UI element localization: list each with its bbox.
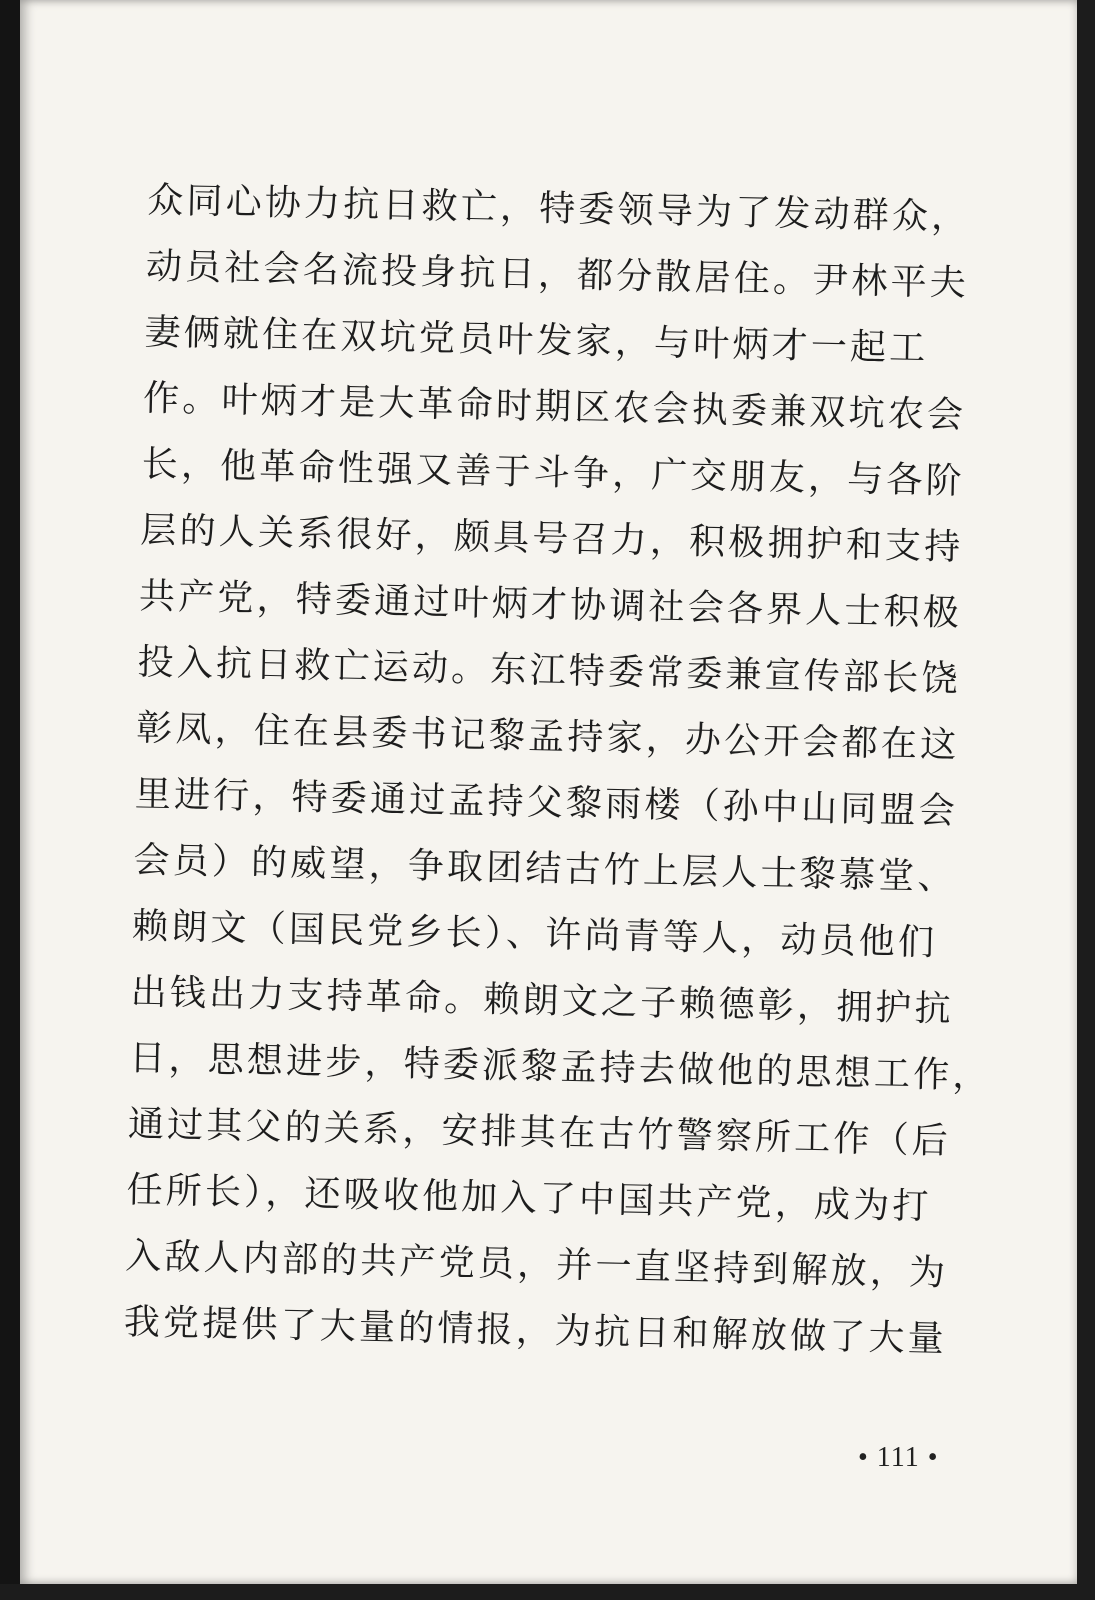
text-line: 通过其父的关系，安排其在古竹警察所工作（后 xyxy=(127,1103,952,1163)
text-line: 我党提供了大量的情报，为抗日和解放做了大量 xyxy=(123,1301,948,1360)
text-line: 日，思想进步，特委派黎孟持去做他的思想工作， xyxy=(128,1037,992,1097)
scan-border-right xyxy=(1077,0,1095,1600)
body-text xyxy=(123,168,1008,1374)
text-line: 入敌人内部的共产党员，并一直坚持到解放，为 xyxy=(124,1235,949,1294)
text-line: 层的人关系很好，颇具号召力，积极拥护和支持 xyxy=(139,509,964,569)
text-line: 共产党，特委通过叶炳才协调社会各界人士积极 xyxy=(138,575,963,635)
text-line: 任所长），还吸收他加入了中国共产党，成为打 xyxy=(126,1169,933,1228)
text-line: 里进行，特委通过孟持父黎雨楼（孙中山同盟会 xyxy=(134,773,959,833)
text-line: 会员）的威望，争取团结古竹上层人士黎慕堂、 xyxy=(133,839,957,899)
text-line: 动员社会名流投身抗日，都分散居住。尹林平夫 xyxy=(145,245,970,305)
text-line: 出钱出力支持革命。赖朗文之子赖德彰，拥护抗 xyxy=(130,971,955,1031)
text-line: 长，他革命性强又善于斗争，广交朋友，与各阶 xyxy=(141,443,966,503)
text-line: 众同心协力抗日救亡，特委领导为了发动群众， xyxy=(146,179,971,239)
scan-border-bottom xyxy=(0,1584,1095,1600)
text-line: 妻俩就住在双坑党员叶发家，与叶炳才一起工 xyxy=(144,311,929,370)
text-line: 彰凤，住在县委书记黎孟持家，办公开会都在这 xyxy=(135,707,960,767)
text-line: 投入抗日救亡运动。东江特委常委兼宣传部长饶 xyxy=(137,641,962,701)
text-line: 赖朗文（国民党乡长）、许尚青等人，动员他们 xyxy=(131,905,938,964)
page-number: • 111 • xyxy=(858,1442,939,1473)
text-line: 作。叶炳才是大革命时期区农会执委兼双坑农会 xyxy=(142,377,967,437)
